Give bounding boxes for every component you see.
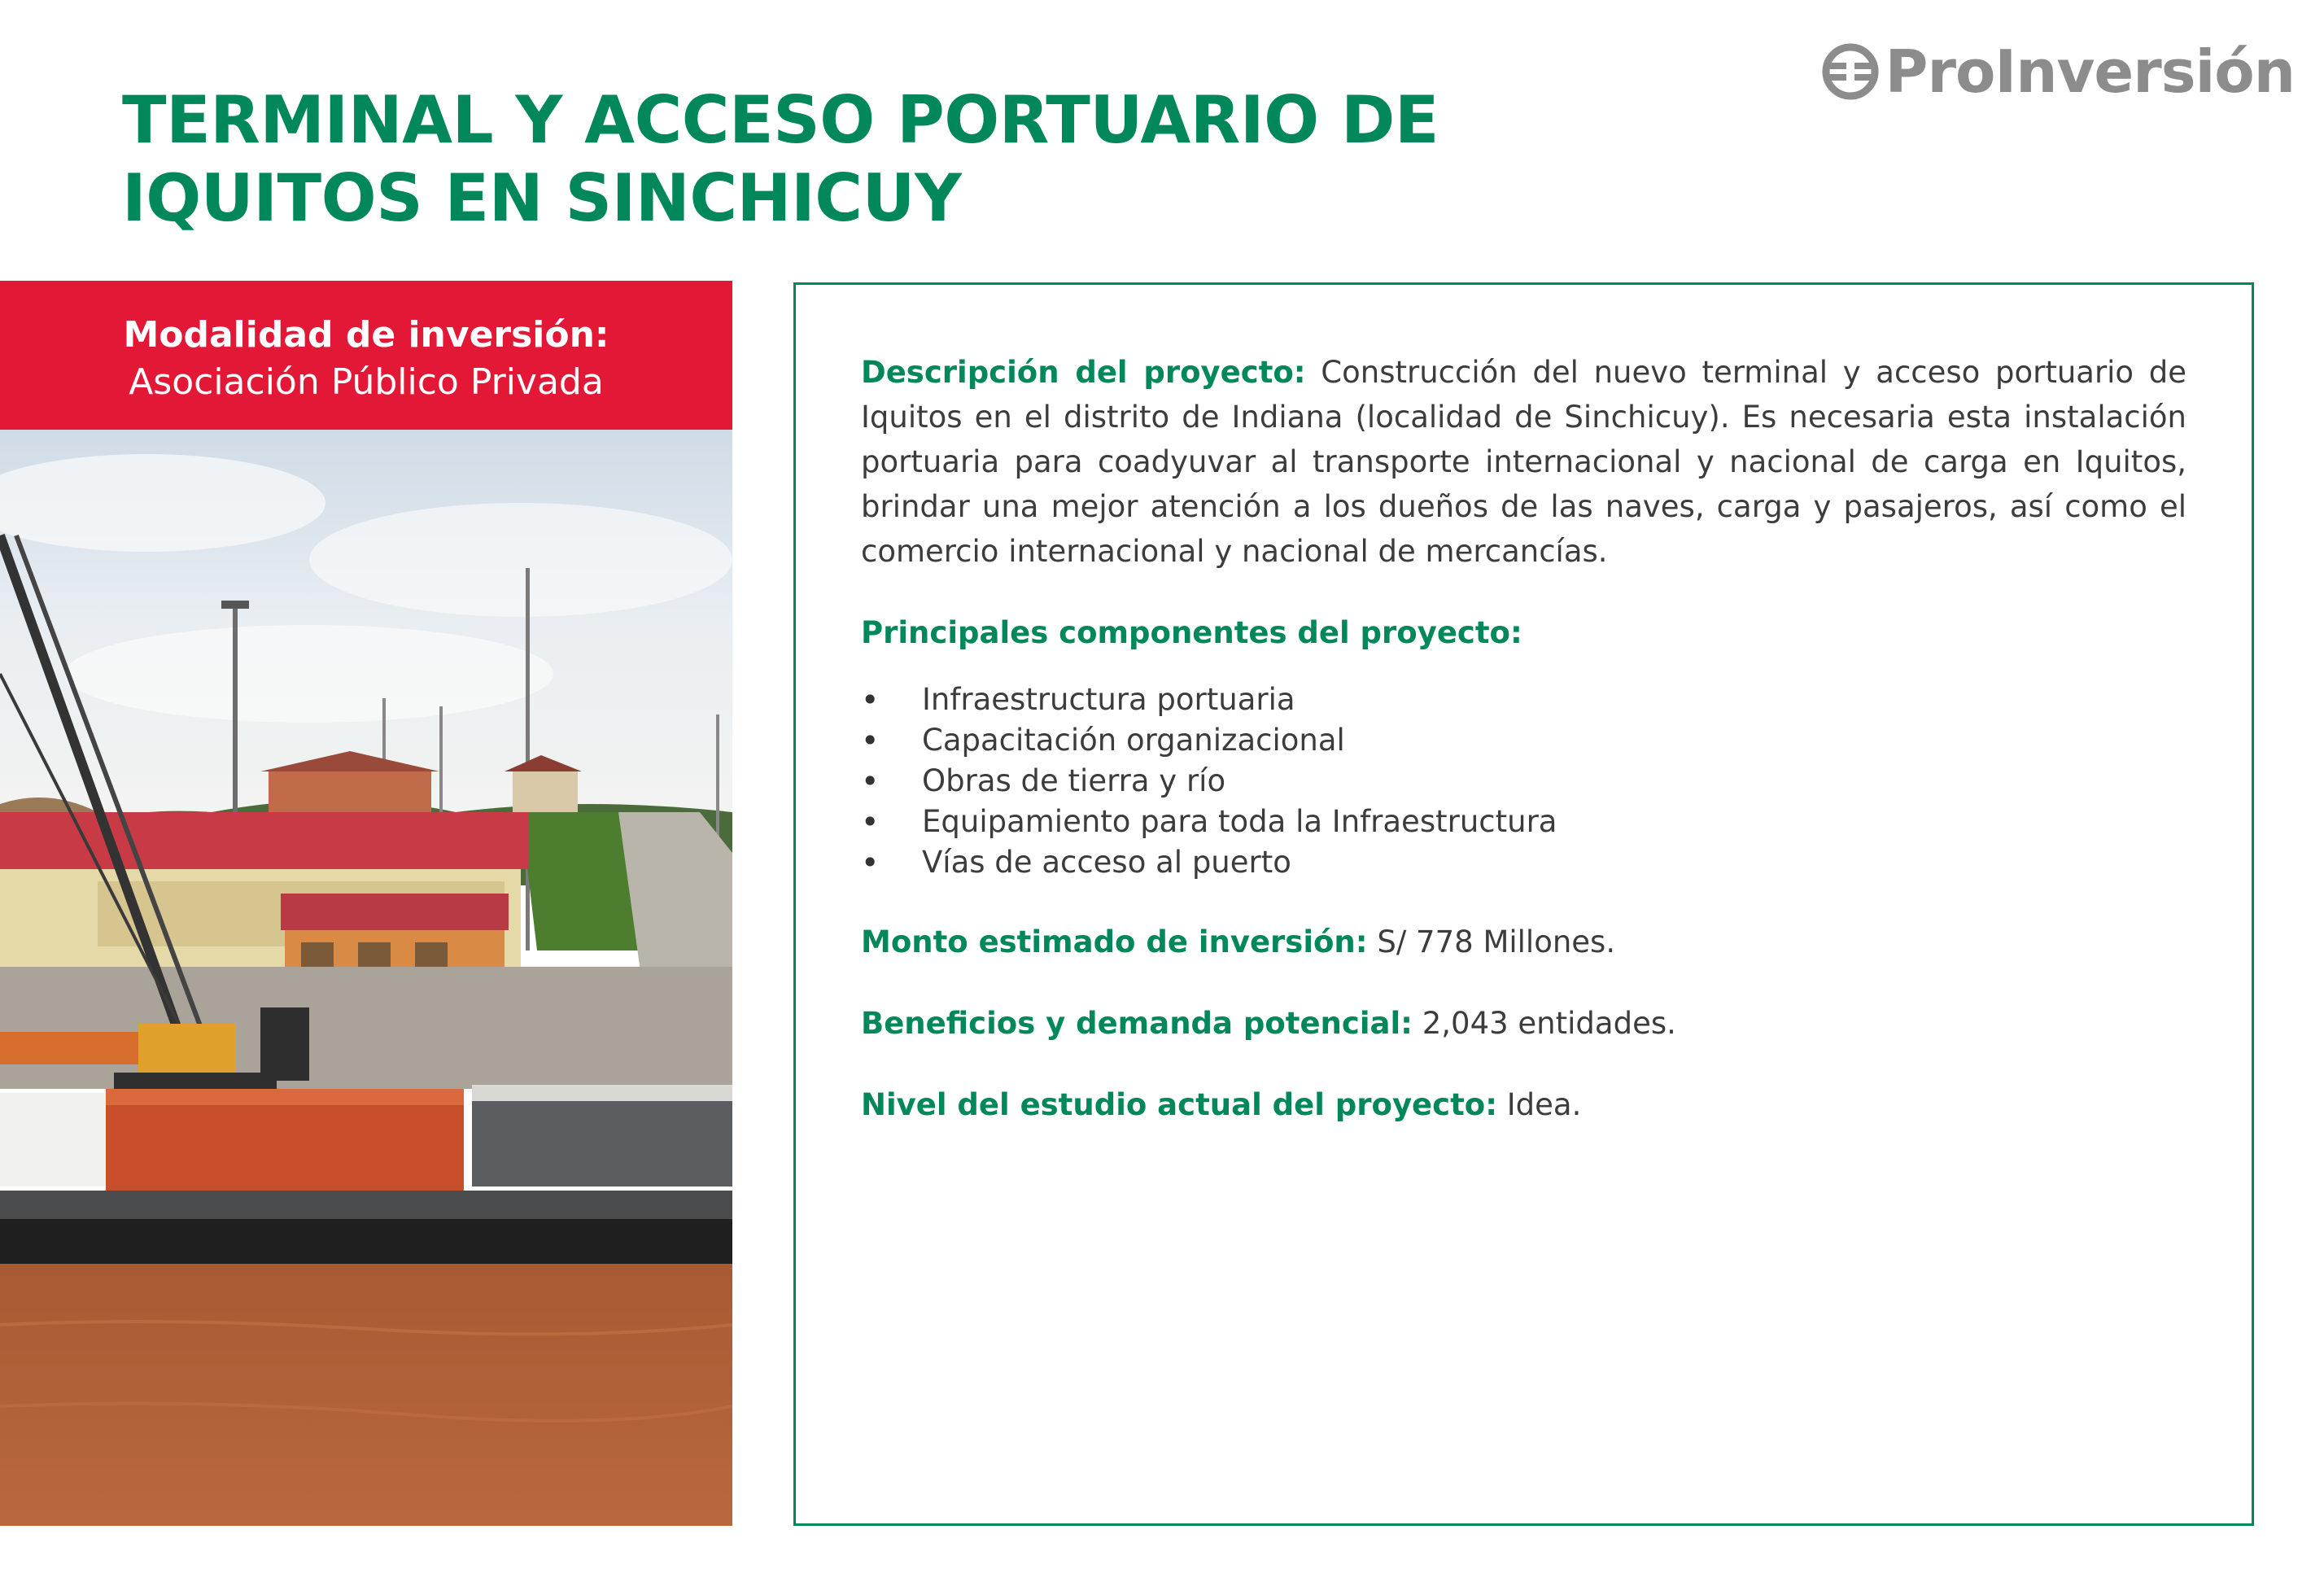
- port-photo: [0, 430, 732, 1526]
- component-text: Capacitación organizacional: [922, 723, 1345, 758]
- components-heading: [861, 610, 2186, 655]
- modality-label: Modalidad de inversión:: [123, 314, 609, 356]
- study-level: [861, 1082, 2186, 1127]
- component-text: Obras de tierra y río: [922, 763, 1226, 798]
- component-text: Infraestructura portuaria: [922, 682, 1295, 717]
- modality-value: Asociación Público Privada: [129, 361, 604, 403]
- list-item: • Infraestructura portuaria: [861, 682, 1295, 718]
- list-item: • Equipamiento para toda la Infraestructura: [861, 804, 1557, 840]
- logo-text: ProInversión: [1885, 37, 2295, 106]
- component-text: Vías de acceso al puerto: [922, 845, 1291, 880]
- components-list: [861, 680, 2186, 883]
- investment-amount: [861, 920, 2186, 964]
- project-info-box: [793, 282, 2254, 1526]
- component-text: Equipamiento para toda la Infraestructura: [922, 804, 1557, 839]
- components-label: Principales componentes del proyecto:: [861, 615, 1522, 650]
- list-item: • Vías de acceso al puerto: [861, 845, 1291, 881]
- page-title: TERMINAL Y ACCESO PORTUARIO DE IQUITOS EN SINCHICUY: [122, 82, 1439, 236]
- investment-value: S/ 778 Millones.: [1377, 924, 1616, 959]
- proinversion-logo-icon: [1822, 43, 1879, 100]
- benefits-label: Beneficios y demanda potencial:: [861, 1006, 1413, 1041]
- description-paragraph: [861, 350, 2186, 574]
- description-label: Descripción del proyecto:: [861, 355, 1306, 390]
- investment-modality-banner: [0, 281, 732, 430]
- investment-label: Monto estimado de inversión:: [861, 924, 1368, 959]
- proinversion-logo: [1822, 37, 2295, 106]
- benefits-demand: [861, 1001, 2186, 1046]
- description-text: Construcción del nuevo terminal y acceso portuario de Iquitos en el distrito de Indiana (localidad de Sinchicuy). Es necesaria esta instalación portuaria para coadyuvar al transporte internacional y nacional de carga en Iquitos, brindar una mejor atención a los dueños de las naves, carga y pasajeros, así como el comercio internacional y nacional de mercancías.: [861, 355, 2186, 569]
- list-item: • Capacitación organizacional: [861, 723, 1345, 758]
- left-panel: [0, 281, 732, 1526]
- study-level-label: Nivel del estudio actual del proyecto:: [861, 1087, 1497, 1122]
- benefits-value: 2,043 entidades.: [1422, 1006, 1676, 1041]
- list-item: • Obras de tierra y río: [861, 763, 1226, 799]
- study-level-value: Idea.: [1506, 1087, 1582, 1122]
